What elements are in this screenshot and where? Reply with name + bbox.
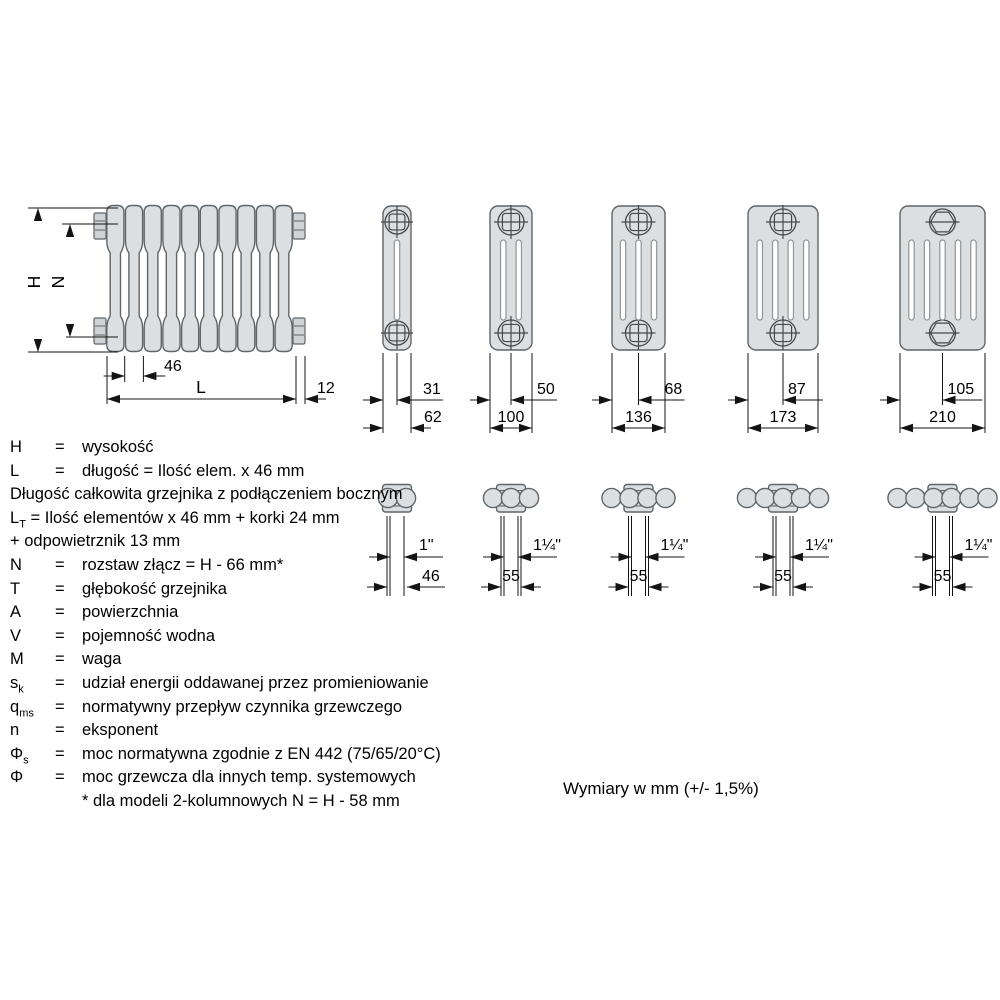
legend-symbol: Φ [10, 768, 24, 787]
thread-label: 1¼" [533, 537, 561, 554]
air-slot [955, 240, 960, 320]
dim-arrow [760, 583, 773, 591]
legend-equals: = [55, 461, 65, 480]
top-view-6col [888, 485, 997, 597]
dim-arrow [950, 553, 963, 561]
thread-label: 1¼" [805, 537, 833, 554]
legend-row [10, 483, 441, 507]
pitch-label: N [48, 275, 68, 289]
legend-row [10, 766, 441, 790]
legend-text: głębokość grzejnika [82, 579, 227, 598]
legend-text: eksponent [82, 721, 159, 740]
legend-symbol: N [10, 555, 22, 574]
legend-equals: = [55, 626, 65, 645]
legend-row [10, 648, 441, 672]
legend-equals: = [55, 555, 65, 574]
dim-arrow [735, 396, 748, 404]
cross-section-3col [470, 205, 557, 433]
dim-arrow [370, 424, 383, 432]
cross-section-4col [592, 205, 685, 433]
dim-arrow [646, 553, 659, 561]
front-view-length-dims [107, 356, 335, 404]
legend-symbol: L [10, 461, 20, 480]
column-tube-circle [483, 488, 502, 507]
air-slot [773, 240, 778, 320]
radiator-element [163, 206, 180, 352]
connection-stub [94, 213, 106, 239]
connection-stub [293, 213, 305, 239]
legend-row [10, 460, 441, 484]
length-label: L [196, 377, 206, 397]
legend-row [10, 743, 441, 767]
legend-row [10, 790, 441, 814]
dim-arrow [612, 424, 625, 432]
legend-text: udział energii oddawanej przez promieniowanie [82, 673, 429, 692]
column-tube-circle [755, 488, 774, 507]
legend [10, 436, 441, 814]
dim-arrow [488, 583, 501, 591]
air-slot [394, 240, 399, 320]
air-slot [940, 240, 945, 320]
column-tube-circle [773, 488, 792, 507]
column-tube-circle [638, 488, 657, 507]
legend-equals: = [55, 579, 65, 598]
column-tube-circle [791, 488, 810, 507]
dim-arrow [107, 395, 120, 403]
dim-arrow [616, 583, 629, 591]
legend-row [10, 625, 441, 649]
footnote: Wymiary w mm (+/- 1,5%) [563, 779, 759, 798]
pitch-label: 46 [422, 568, 440, 585]
dim-arrow [518, 553, 531, 561]
front-view [94, 206, 305, 352]
dim-arrow [411, 424, 424, 432]
air-slot [924, 240, 929, 320]
legend-row [10, 530, 441, 554]
legend-equals: = [55, 673, 65, 692]
legend-row [10, 436, 441, 460]
pitch-label: 55 [774, 568, 792, 585]
air-slot [804, 240, 809, 320]
legend-text: moc grzewcza dla innych temp. systemowych [82, 768, 416, 787]
legend-equals: = [55, 697, 65, 716]
dim-arrow [370, 396, 383, 404]
legend-text: Długość całkowita grzejnika z podłączeniem bocznym [10, 485, 403, 504]
end-cap-label: 12 [317, 380, 335, 397]
air-slot [971, 240, 976, 320]
legend-row [10, 578, 441, 602]
dim-arrow [652, 424, 665, 432]
column-tube-circle [809, 488, 828, 507]
air-slot [651, 240, 656, 320]
dim-arrow [805, 424, 818, 432]
depth-label: 62 [424, 409, 442, 426]
dim-arrow [920, 583, 933, 591]
dim-arrow [953, 583, 966, 591]
legend-text: + odpowietrznik 13 mm [10, 532, 181, 551]
legend-row [10, 696, 441, 720]
cross-section-2col [363, 206, 443, 433]
dim-arrow [763, 553, 776, 561]
dim-arrow [397, 396, 410, 404]
air-slot [636, 240, 641, 320]
legend-symbol: n [10, 721, 20, 740]
dim-arrow [923, 553, 936, 561]
thread-label: 1" [419, 537, 434, 554]
air-slot [909, 240, 914, 320]
legend-text: wysokość [82, 438, 154, 456]
pitch-label: 55 [502, 568, 520, 585]
column-tube-circle [924, 488, 943, 507]
legend-equals: = [55, 438, 65, 456]
cross-section-5col [728, 205, 823, 433]
legend-equals: = [55, 744, 65, 763]
air-slot [501, 240, 506, 320]
dim-arrow [66, 324, 74, 337]
radiator-element [275, 206, 292, 352]
top-view-3col [481, 485, 561, 597]
air-slot [620, 240, 625, 320]
depth-label: 100 [497, 409, 525, 426]
legend-symbol: $s_k$ [10, 673, 24, 696]
column-tube-circle [519, 488, 538, 507]
legend-symbol: T [10, 579, 21, 598]
radiator-element [238, 206, 255, 352]
legend-text: pojemność wodna [82, 626, 215, 645]
thread-label: 1¼" [660, 537, 689, 554]
dim-arrow [34, 208, 42, 221]
legend-text: normatywny przepływ czynnika grzewczego [82, 697, 403, 716]
connection-stub [94, 318, 106, 344]
half-depth-label: 105 [947, 381, 975, 398]
pitch-label: 55 [933, 568, 952, 585]
legend-symbol: $q_{ms}$ [10, 697, 34, 719]
column-tube-circle [906, 488, 925, 507]
depth-label: 173 [769, 409, 797, 426]
column-tube-circle [960, 488, 979, 507]
dim-arrow [639, 396, 652, 404]
dim-arrow [491, 553, 504, 561]
pitch-label: 55 [629, 568, 648, 585]
dim-arrow [619, 553, 632, 561]
column-tube-circle [737, 488, 756, 507]
thread-label: 1¼" [964, 537, 993, 554]
column-tube-circle [942, 488, 961, 507]
top-view-4col [602, 485, 689, 597]
legend-equals: = [55, 650, 65, 669]
legend-equals: = [55, 603, 65, 622]
dim-arrow [748, 424, 761, 432]
legend-row [10, 507, 441, 531]
half-depth-label: 68 [664, 381, 683, 398]
dim-arrow [477, 396, 490, 404]
depth-label: 136 [625, 409, 652, 426]
legend-symbol: $\Phi_s$ [10, 744, 29, 767]
legend-text: waga [82, 650, 122, 669]
half-depth-label: 87 [788, 381, 806, 398]
dim-arrow [900, 424, 913, 432]
air-slot [757, 240, 762, 320]
legend-symbol: A [10, 603, 22, 622]
legend-row [10, 601, 441, 625]
air-slot [788, 240, 793, 320]
dim-arrow [521, 583, 534, 591]
dim-arrow [112, 372, 125, 380]
column-tube-circle [501, 488, 520, 507]
connection-stub [293, 318, 305, 344]
legend-row [10, 719, 441, 743]
legend-text: długość = Ilość elem. x 46 mm [82, 461, 305, 480]
dim-arrow [649, 583, 662, 591]
legend-symbol: H [10, 438, 22, 456]
legend-equals: = [55, 721, 65, 740]
dim-arrow [887, 396, 900, 404]
legend-row [10, 672, 441, 696]
legend-symbol: V [10, 626, 22, 645]
element-width-label: 46 [164, 358, 182, 375]
dim-arrow [283, 395, 296, 403]
dim-arrow [66, 224, 74, 237]
legend-text: * dla modeli 2-kolumnowych N = H - 58 mm [82, 791, 400, 810]
half-depth-label: 50 [537, 381, 555, 398]
legend-text: powierzchnia [82, 603, 179, 622]
depth-label: 210 [929, 409, 956, 426]
dim-arrow [972, 424, 985, 432]
radiator-element [200, 206, 217, 352]
column-tube-circle [978, 488, 997, 507]
column-tube-circle [656, 488, 675, 507]
column-tube-circle [888, 488, 907, 507]
radiator-element [256, 206, 273, 352]
radiator-element [182, 206, 199, 352]
legend-text: rozstaw złącz = H - 66 mm* [82, 555, 284, 574]
front-view-element-dim [104, 356, 182, 382]
dim-arrow [790, 553, 803, 561]
radiator-element [144, 206, 161, 352]
legend-symbol: M [10, 650, 24, 669]
top-view-5col [737, 485, 833, 597]
legend-text: $L_T$ = Ilość elementów x 46 mm + korki 24 mm [10, 508, 340, 531]
dim-arrow [793, 583, 806, 591]
legend-text: moc normatywna zgodnie z EN 442 (75/65/20°C) [82, 744, 441, 763]
column-tube-circle [602, 488, 621, 507]
dim-arrow [511, 396, 524, 404]
height-label: H [24, 275, 44, 289]
radiator-element [219, 206, 236, 352]
dim-arrow [599, 396, 612, 404]
half-depth-label: 31 [423, 381, 441, 398]
legend-row [10, 554, 441, 578]
dim-arrow [143, 372, 156, 380]
radiator-element [107, 206, 124, 352]
legend-equals: = [55, 768, 65, 787]
cross-section-6col [880, 206, 985, 433]
dim-arrow [34, 339, 42, 352]
column-tube-circle [620, 488, 639, 507]
radiator-element [126, 206, 143, 352]
air-slot [516, 240, 521, 320]
